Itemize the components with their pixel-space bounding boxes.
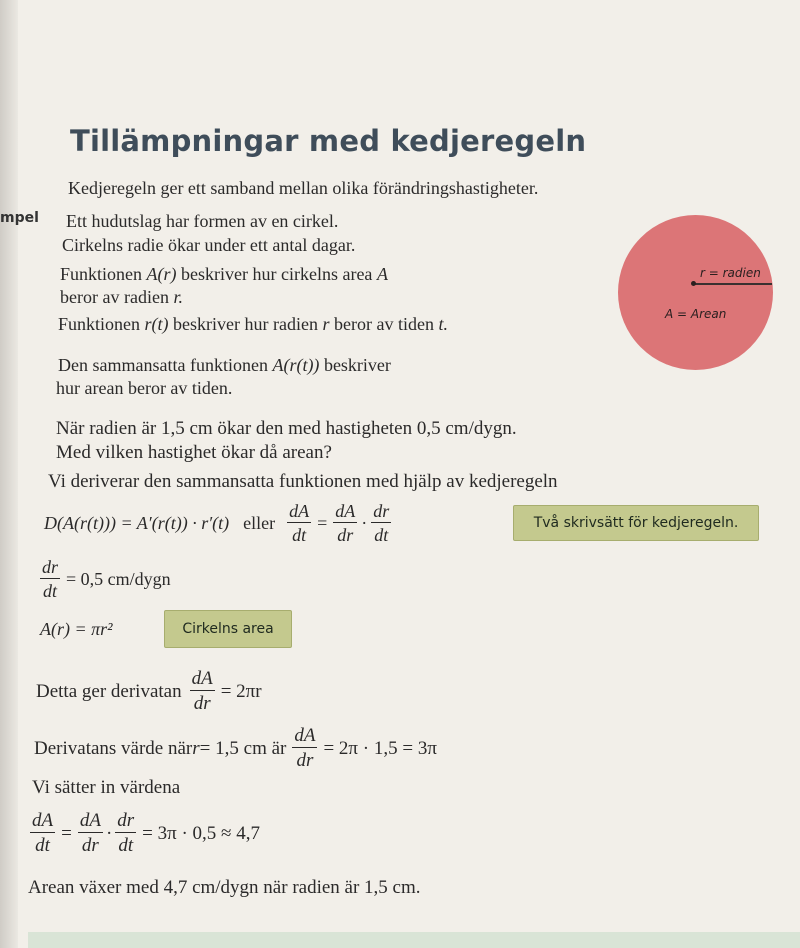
- example-line-2: Cirkelns radie ökar under ett antal dagar.: [62, 235, 356, 255]
- fraction-dA-dr: $\frac{dA}{dr}$: [79, 810, 101, 856]
- page-binding-edge: [0, 0, 18, 948]
- fraction-dr-dt: $\frac{dr}{dt}$: [373, 501, 390, 545]
- drdt-value-row: $\frac{dr}{dt}$ = 0,5 cm/dygn: [42, 557, 171, 601]
- fraction-dA-dt: $\frac{dA}{dt}$: [32, 810, 54, 856]
- derivative-row: Detta ger derivatan $\frac{dA}{dr}$ = 2πr: [36, 668, 262, 714]
- fraction-dA-dr: $\frac{dA}{dr}$: [335, 501, 356, 545]
- example-line-5: Funktionen r(t) beskriver hur radien r beror av tiden t.: [58, 314, 448, 334]
- callout-circle-area: Cirkelns area: [164, 610, 292, 648]
- question-line-1: När radien är 1,5 cm ökar den med hastigheten 0,5 cm/dygn.: [56, 418, 517, 439]
- fraction-dr-dt: $\frac{dr}{dt}$: [42, 557, 59, 601]
- example-line-6: Den sammansatta funktionen A(r(t)) beskriver: [58, 355, 391, 375]
- margin-label: mpel: [0, 210, 39, 226]
- insert-values-text: Vi sätter in värdena: [32, 777, 181, 798]
- eller-word: eller: [243, 513, 276, 533]
- area-label: A = Arean: [665, 307, 727, 321]
- example-line-7: hur arean beror av tiden.: [56, 378, 233, 398]
- derive-intro: Vi deriverar den sammansatta funktionen med hjälp av kedjeregeln: [48, 471, 558, 492]
- radius-label: r = radien: [700, 266, 761, 280]
- circle-center-dot: [691, 281, 696, 286]
- chain-rule-row: D(A(r(t))) = A′(r(t)) · r′(t) eller $\frac{dA}{dt}$ = $\frac{dA}{dr}$ · $\frac{dr}{dt}$: [44, 501, 390, 545]
- example-line-4: beror av radien r.: [60, 287, 183, 307]
- final-computation-row: $\frac{dA}{dt}$ = $\frac{dA}{dr}$ · $\frac{dr}{dt}$ = 3π · 0,5 ≈ 4,7: [32, 810, 260, 856]
- area-formula: A(r) = πr²: [40, 619, 113, 639]
- intro-text: Kedjeregeln ger ett samband mellan olika förändringshastigheter.: [68, 178, 539, 198]
- fraction-dA-dt: $\frac{dA}{dt}$: [289, 501, 310, 545]
- derivative-value-row: Derivatans värde när r = 1,5 cm är $\frac{dA}{dr}$ = 2π · 1,5 = 3π: [34, 725, 437, 771]
- radius-line: [694, 283, 772, 285]
- circle-diagram: [618, 215, 773, 370]
- fraction-dr-dt: $\frac{dr}{dt}$: [117, 810, 135, 856]
- page-title: Tillämpningar med kedjeregeln: [70, 124, 587, 158]
- fraction-dA-dr: $\frac{dA}{dr}$: [191, 668, 213, 714]
- bottom-panel-edge: [28, 932, 800, 948]
- fraction-dA-dr: $\frac{dA}{dr}$: [294, 725, 316, 771]
- example-line-1: Ett hudutslag har formen av en cirkel.: [66, 211, 339, 231]
- conclusion-text: Arean växer med 4,7 cm/dygn när radien är 1,5 cm.: [28, 877, 421, 898]
- callout-two-notations: Två skrivsätt för kedjeregeln.: [513, 505, 759, 541]
- question-line-2: Med vilken hastighet ökar då arean?: [56, 442, 332, 463]
- example-line-3: Funktionen A(r) beskriver hur cirkelns area A: [60, 264, 388, 284]
- chain-rule-formula: D(A(r(t))) = A′(r(t)) · r′(t): [44, 513, 230, 533]
